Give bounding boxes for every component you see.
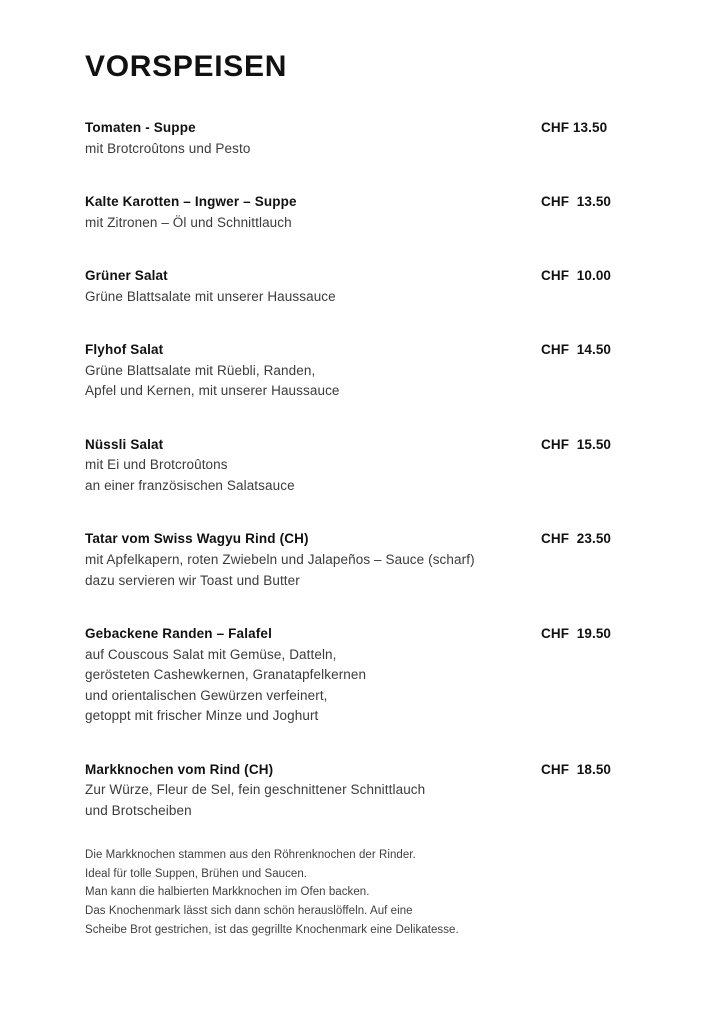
menu-item-header <box>85 529 641 549</box>
menu-item-header <box>85 340 641 360</box>
menu-item-description-line: mit Zitronen – Öl und Schnittlauch <box>85 214 292 230</box>
menu-item-price: CHF 19.50 <box>541 626 612 642</box>
menu-item-header <box>85 192 641 212</box>
note-line: Man kann die halbierten Markknochen im Ofen backen. <box>85 886 370 899</box>
menu-item-name: Kalte Karotten – Ingwer – Suppe <box>85 194 297 210</box>
menu-item-name: Grüner Salat <box>85 268 168 284</box>
menu-item-name: Markknochen vom Rind (CH) <box>85 761 274 777</box>
menu-item-description-line: auf Couscous Salat mit Gemüse, Datteln, <box>85 646 337 662</box>
menu-item-list <box>85 118 641 939</box>
menu-item-header <box>85 118 641 138</box>
note-line: Ideal für tolle Suppen, Brühen und Saucen. <box>85 867 308 880</box>
note-line: Das Knochenmark lässt sich dann schön herauslöffeln. Auf eine <box>85 905 413 918</box>
markknochen-note <box>85 846 641 939</box>
menu-item-header <box>85 435 641 455</box>
menu-item-price: CHF 10.00 <box>541 268 612 284</box>
page-title: VORSPEISEN <box>85 50 288 83</box>
menu-item-description <box>85 361 641 402</box>
menu-item <box>85 760 641 822</box>
menu-item-description <box>85 550 641 591</box>
menu-item <box>85 435 641 497</box>
menu-item-description <box>85 139 641 160</box>
menu-item-description-line: getoppt mit frischer Minze und Joghurt <box>85 708 319 724</box>
menu-item <box>85 118 641 159</box>
menu-item-header <box>85 624 641 644</box>
menu-item-description-line: und Brotscheiben <box>85 802 192 818</box>
menu-item-description-line: mit Apfelkapern, roten Zwiebeln und Jalapeños – Sauce (scharf) <box>85 551 475 567</box>
menu-item-description-line: gerösteten Cashewkernen, Granatapfelkernen <box>85 667 367 683</box>
menu-item <box>85 624 641 727</box>
menu-item-description <box>85 455 641 496</box>
menu-item-description-line: Apfel und Kernen, mit unserer Haussauce <box>85 383 340 399</box>
menu-item-description-line: an einer französischen Salatsauce <box>85 477 295 493</box>
menu-item-description <box>85 645 641 727</box>
menu-item-price: CHF 13.50 <box>541 120 608 135</box>
menu-item-price: CHF 18.50 <box>541 761 612 777</box>
menu-item-price: CHF 23.50 <box>541 531 612 547</box>
menu-item <box>85 529 641 591</box>
menu-item-price: CHF 13.50 <box>541 194 612 210</box>
menu-item <box>85 192 641 233</box>
note-line: Die Markknochen stammen aus den Röhrenknochen der Rinder. <box>85 849 416 862</box>
menu-item-name: Flyhof Salat <box>85 342 164 358</box>
menu-item-header <box>85 266 641 286</box>
menu-item-description-line: Grüne Blattsalate mit Rüebli, Randen, <box>85 362 316 378</box>
menu-item-description-line: mit Ei und Brotcroûtons <box>85 457 228 473</box>
menu-item-name: Tomaten - Suppe <box>85 120 196 135</box>
note-line: Scheibe Brot gestrichen, ist das gegrillte Knochenmark eine Delikatesse. <box>85 923 459 936</box>
menu-item-price: CHF 15.50 <box>541 436 612 452</box>
menu-item-description-line: Zur Würze, Fleur de Sel, fein geschnittener Schnittlauch <box>85 782 426 798</box>
menu-item-header <box>85 760 641 780</box>
menu-item-price: CHF 14.50 <box>541 342 612 358</box>
menu-item <box>85 340 641 402</box>
menu-item-description <box>85 213 641 234</box>
menu-item-description <box>85 780 641 821</box>
menu-item-name: Gebackene Randen – Falafel <box>85 626 272 642</box>
menu-item <box>85 266 641 307</box>
menu-item-name: Nüssli Salat <box>85 436 164 452</box>
menu-item-name: Tatar vom Swiss Wagyu Rind (CH) <box>85 531 309 547</box>
menu-item-description-line: Grüne Blattsalate mit unserer Haussauce <box>85 288 336 304</box>
menu-item-description-line: dazu servieren wir Toast und Butter <box>85 572 300 588</box>
menu-item-description-line: und orientalischen Gewürzen verfeinert, <box>85 687 328 703</box>
menu-item-description <box>85 287 641 308</box>
menu-item-description-line: mit Brotcroûtons und Pesto <box>85 140 251 156</box>
